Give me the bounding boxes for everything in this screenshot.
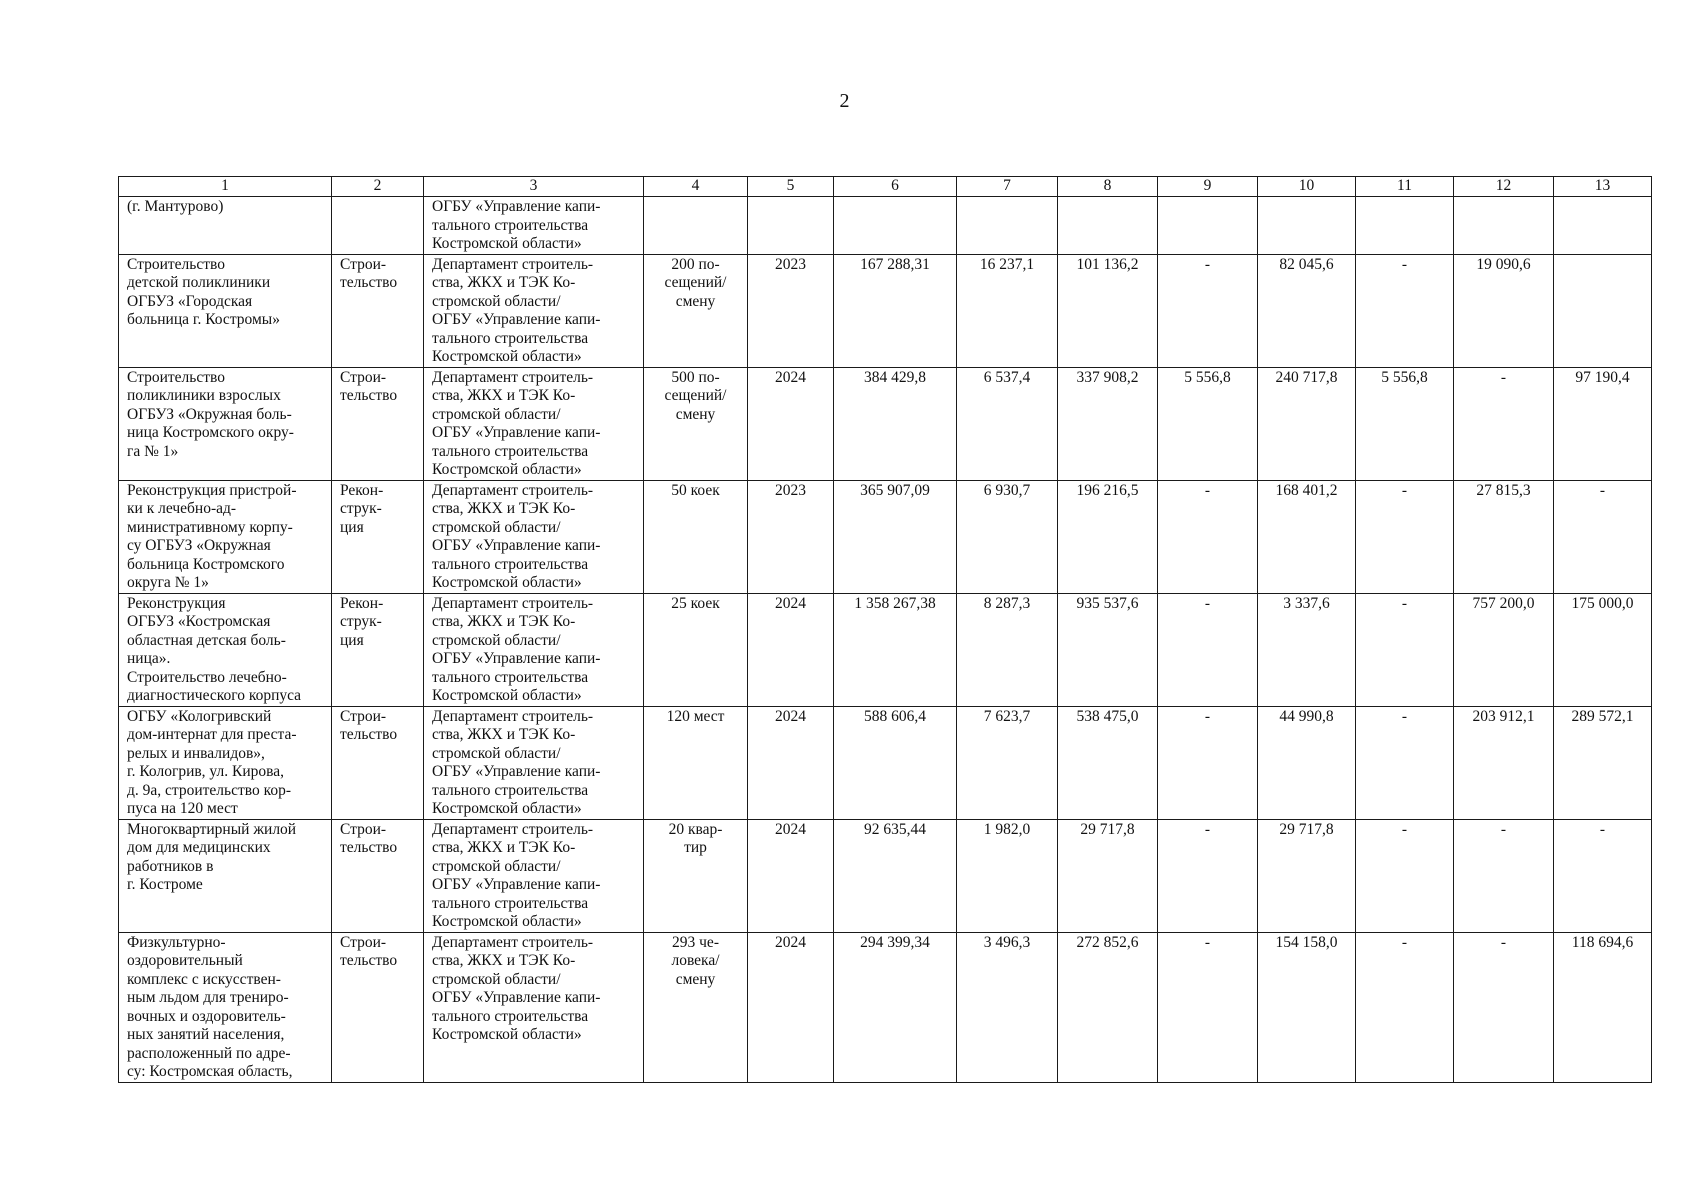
table-row (119, 480, 1652, 593)
table-row (119, 197, 1652, 255)
object-name-cell (119, 819, 332, 932)
cell-line: 50 коек (671, 481, 720, 499)
value-cell-8: 935 537,6 (1058, 593, 1158, 706)
value-cell-13: - (1554, 480, 1652, 593)
cell-line: Костромской области» (432, 461, 582, 478)
year-cell: 2023 (748, 254, 834, 367)
cell-line: Департамент строитель- (432, 933, 594, 951)
value-cell-9: - (1158, 480, 1258, 593)
value-cell-10 (1258, 197, 1356, 255)
object-name-cell (119, 197, 332, 255)
value-cell-13: 175 000,0 (1554, 593, 1652, 706)
cell-line: ным льдом для трениро- (127, 989, 289, 1006)
cell-line: Костромской области» (432, 235, 582, 252)
cell-line: смену (675, 970, 716, 988)
cell-line: Костромской области» (432, 348, 582, 365)
page-number: 2 (839, 90, 850, 112)
cell-line: (г. Мантурово) (127, 198, 224, 215)
cell-line: Департамент строитель- (432, 255, 594, 273)
table-row (119, 254, 1652, 367)
value-cell-7: 16 237,1 (957, 254, 1058, 367)
value-cell-12: 19 090,6 (1454, 254, 1554, 367)
cell-line: струк- (340, 613, 382, 630)
value-cell-11: - (1356, 593, 1454, 706)
customer-cell (424, 254, 644, 367)
cell-line: ки к лечебно-ад- (127, 500, 237, 517)
value-cell-13: 289 572,1 (1554, 706, 1652, 819)
column-header: 2 (332, 177, 424, 197)
cell-line: 293 че- (672, 933, 719, 951)
cell-line: сещений/ (664, 274, 727, 291)
work-type-cell (332, 932, 424, 1082)
cell-line: Многоквартирный жилой (127, 820, 297, 838)
object-name-cell (119, 254, 332, 367)
cost-cell: 588 606,4 (834, 706, 957, 819)
cost-cell (834, 197, 957, 255)
cell-line: работников в (127, 857, 214, 875)
cell-line: 500 по- (671, 368, 720, 386)
cell-line: Строи- (340, 707, 387, 725)
cell-line: дом-интернат для преста- (127, 726, 297, 743)
cell-line: тельство (340, 839, 398, 856)
cell-line: ОГБУ «Управление капи- (432, 650, 601, 667)
value-cell-8: 101 136,2 (1058, 254, 1158, 367)
value-cell-11 (1356, 197, 1454, 255)
cell-line: стромской области/ (432, 970, 561, 988)
cell-line: Департамент строитель- (432, 368, 594, 386)
year-cell: 2024 (748, 367, 834, 480)
object-name-cell (119, 932, 332, 1082)
cell-line: тельство (340, 274, 398, 291)
cell-line: тельство (340, 387, 398, 404)
year-cell: 2024 (748, 706, 834, 819)
cell-line: Строительство лечебно- (127, 668, 287, 686)
cell-line: 20 квар- (668, 820, 723, 838)
cell-line: ства, ЖКХ и ТЭК Ко- (432, 274, 576, 291)
cell-line: га № 1» (127, 442, 179, 460)
cost-cell: 167 288,31 (834, 254, 957, 367)
table-row (119, 367, 1652, 480)
cell-line: струк- (340, 500, 382, 517)
year-cell: 2024 (748, 932, 834, 1082)
cell-line: Департамент строитель- (432, 820, 594, 838)
object-name-cell (119, 593, 332, 706)
value-cell-7: 6 930,7 (957, 480, 1058, 593)
column-header: 4 (644, 177, 748, 197)
value-cell-10: 168 401,2 (1258, 480, 1356, 593)
cell-line: ОГБУ «Управление капи- (432, 198, 601, 215)
value-cell-12: 757 200,0 (1454, 593, 1554, 706)
cell-line: Строи- (340, 368, 387, 386)
object-name-cell (119, 480, 332, 593)
value-cell-9: - (1158, 593, 1258, 706)
cost-cell: 1 358 267,38 (834, 593, 957, 706)
cell-line: Рекон- (340, 594, 384, 612)
cell-line: Департамент строитель- (432, 594, 594, 612)
cell-line: тального строительства (432, 781, 589, 799)
value-cell-11: - (1356, 932, 1454, 1082)
customer-cell (424, 819, 644, 932)
cell-line: Строи- (340, 255, 387, 273)
cell-line: ОГБУЗ «Костромская (127, 613, 271, 630)
cell-line: ства, ЖКХ и ТЭК Ко- (432, 387, 576, 404)
value-cell-13: 118 694,6 (1554, 932, 1652, 1082)
cell-line: дом для медицинских (127, 839, 271, 856)
value-cell-13 (1554, 254, 1652, 367)
cell-line: оздоровительный (127, 952, 243, 969)
work-type-cell (332, 480, 424, 593)
table-body (119, 197, 1652, 1083)
value-cell-12: - (1454, 819, 1554, 932)
value-cell-8: 196 216,5 (1058, 480, 1158, 593)
cell-line: стромской области/ (432, 518, 561, 536)
cell-line: тального строительства (432, 555, 589, 573)
cost-cell: 384 429,8 (834, 367, 957, 480)
cell-line: 25 коек (671, 594, 720, 612)
cell-line: ства, ЖКХ и ТЭК Ко- (432, 839, 576, 856)
column-header: 13 (1554, 177, 1652, 197)
cell-line: Костромской области» (432, 687, 582, 704)
table-row (119, 932, 1652, 1082)
column-header: 12 (1454, 177, 1554, 197)
cell-line: министративному корпу- (127, 518, 293, 536)
cell-line: расположенный по адре- (127, 1044, 291, 1062)
customer-cell (424, 706, 644, 819)
customer-cell (424, 480, 644, 593)
cell-line: г. Кологрив, ул. Кирова, (127, 763, 284, 780)
value-cell-7: 3 496,3 (957, 932, 1058, 1082)
cell-line: Костромской области» (432, 574, 582, 591)
capacity-cell (644, 819, 748, 932)
cell-line: тального строительства (432, 668, 589, 686)
cell-line: Строи- (340, 820, 387, 838)
value-cell-13 (1554, 197, 1652, 255)
year-cell: 2023 (748, 480, 834, 593)
cell-line: Костромской области» (432, 1026, 582, 1043)
value-cell-10: 154 158,0 (1258, 932, 1356, 1082)
work-type-cell (332, 254, 424, 367)
cell-line: больница г. Костромы» (127, 311, 280, 328)
value-cell-9: - (1158, 819, 1258, 932)
cell-line: ница». (127, 650, 171, 667)
cell-line: Реконструкция пристрой- (127, 481, 297, 499)
cell-line: смену (675, 405, 716, 423)
table-row (119, 819, 1652, 932)
work-type-cell (332, 819, 424, 932)
cell-line: Костромской области» (432, 800, 582, 817)
work-type-cell (332, 197, 424, 255)
cell-line: стромской области/ (432, 405, 561, 423)
cell-line: Департамент строитель- (432, 707, 594, 725)
value-cell-12: 27 815,3 (1454, 480, 1554, 593)
capacity-cell (644, 706, 748, 819)
value-cell-10: 240 717,8 (1258, 367, 1356, 480)
cell-line: ОГБУ «Управление капи- (432, 876, 601, 893)
cell-line: округа № 1» (127, 574, 209, 591)
value-cell-10: 82 045,6 (1258, 254, 1356, 367)
value-cell-9: 5 556,8 (1158, 367, 1258, 480)
cost-cell: 294 399,34 (834, 932, 957, 1082)
table-row (119, 706, 1652, 819)
cell-line: су: Костромская область, (127, 1063, 293, 1080)
cell-line: комплекс с искусствен- (127, 970, 281, 988)
value-cell-9: - (1158, 254, 1258, 367)
cell-line: поликлиники взрослых (127, 387, 281, 404)
cell-line: детской поликлиники (127, 274, 271, 291)
value-cell-7: 1 982,0 (957, 819, 1058, 932)
cell-line: Строительство (127, 255, 225, 273)
cell-line: диагностического корпуса (127, 687, 302, 704)
cost-cell: 365 907,09 (834, 480, 957, 593)
value-cell-7 (957, 197, 1058, 255)
cell-line: Реконструкция (127, 594, 226, 612)
value-cell-10: 29 717,8 (1258, 819, 1356, 932)
column-header: 5 (748, 177, 834, 197)
cell-line: г. Костроме (127, 876, 203, 893)
value-cell-13: 97 190,4 (1554, 367, 1652, 480)
cell-line: тального строительства (432, 216, 589, 234)
cell-line: тального строительства (432, 894, 589, 912)
cell-line: ства, ЖКХ и ТЭК Ко- (432, 952, 576, 969)
cell-line: тального строительства (432, 442, 589, 460)
cost-cell: 92 635,44 (834, 819, 957, 932)
cell-line: тельство (340, 726, 398, 743)
object-name-cell (119, 367, 332, 480)
capacity-cell (644, 254, 748, 367)
column-header: 8 (1058, 177, 1158, 197)
value-cell-9: - (1158, 706, 1258, 819)
value-cell-7: 6 537,4 (957, 367, 1058, 480)
column-header: 1 (119, 177, 332, 197)
value-cell-11: 5 556,8 (1356, 367, 1454, 480)
cell-line: пуса на 120 мест (127, 800, 238, 817)
value-cell-11: - (1356, 706, 1454, 819)
cell-line: ция (340, 518, 364, 536)
value-cell-13: - (1554, 819, 1652, 932)
capacity-cell (644, 593, 748, 706)
cell-line: релых и инвалидов», (127, 744, 265, 762)
value-cell-12: - (1454, 932, 1554, 1082)
cell-line: стромской области/ (432, 857, 561, 875)
cell-line: ОГБУ «Управление капи- (432, 311, 601, 328)
cell-line: 120 мест (666, 707, 725, 725)
cell-line: 200 по- (671, 255, 720, 273)
work-type-cell (332, 367, 424, 480)
value-cell-8: 29 717,8 (1058, 819, 1158, 932)
customer-cell (424, 197, 644, 255)
year-cell: 2024 (748, 593, 834, 706)
column-header: 6 (834, 177, 957, 197)
value-cell-11: - (1356, 819, 1454, 932)
cell-line: ства, ЖКХ и ТЭК Ко- (432, 726, 576, 743)
value-cell-10: 3 337,6 (1258, 593, 1356, 706)
value-cell-7: 7 623,7 (957, 706, 1058, 819)
cell-line: ОГБУ «Управление капи- (432, 989, 601, 1006)
column-header: 3 (424, 177, 644, 197)
work-type-cell (332, 593, 424, 706)
capacity-cell (644, 480, 748, 593)
table-row (119, 593, 1652, 706)
cell-line: тельство (340, 952, 398, 969)
column-header: 11 (1356, 177, 1454, 197)
value-cell-12: 203 912,1 (1454, 706, 1554, 819)
cell-line: ных занятий населения, (127, 1026, 285, 1043)
customer-cell (424, 367, 644, 480)
value-cell-9: - (1158, 932, 1258, 1082)
object-name-cell (119, 706, 332, 819)
value-cell-7: 8 287,3 (957, 593, 1058, 706)
year-cell (748, 197, 834, 255)
cell-line: ОГБУ «Управление капи- (432, 537, 601, 554)
value-cell-8 (1058, 197, 1158, 255)
year-cell: 2024 (748, 819, 834, 932)
value-cell-8: 538 475,0 (1058, 706, 1158, 819)
value-cell-10: 44 990,8 (1258, 706, 1356, 819)
cell-line: стромской области/ (432, 744, 561, 762)
cell-line: Строи- (340, 933, 387, 951)
column-header: 7 (957, 177, 1058, 197)
cell-line: ОГБУ «Кологривский (127, 707, 272, 725)
value-cell-11: - (1356, 480, 1454, 593)
cell-line: ства, ЖКХ и ТЭК Ко- (432, 500, 576, 517)
cell-line: Физкультурно- (127, 933, 226, 951)
cell-line: ОГБУЗ «Окружная боль- (127, 405, 292, 423)
cell-line: ОГБУЗ «Городская (127, 292, 253, 310)
cell-line: стромской области/ (432, 292, 561, 310)
cell-line: ловека/ (671, 952, 720, 969)
value-cell-8: 272 852,6 (1058, 932, 1158, 1082)
cell-line: тального строительства (432, 1007, 589, 1025)
customer-cell (424, 593, 644, 706)
column-header: 10 (1258, 177, 1356, 197)
cell-line: ция (340, 631, 364, 649)
cell-line: су ОГБУЗ «Окружная (127, 537, 271, 554)
cell-line: больница Костромского (127, 555, 285, 573)
value-cell-12 (1454, 197, 1554, 255)
document-table (118, 176, 1652, 1083)
cell-line: ОГБУ «Управление капи- (432, 763, 601, 780)
cell-line: д. 9а, строительство кор- (127, 781, 292, 799)
capacity-cell (644, 367, 748, 480)
cell-line: Костромской области» (432, 913, 582, 930)
cell-line: Рекон- (340, 481, 384, 499)
cell-line: областная детская боль- (127, 631, 286, 649)
cell-line: стромской области/ (432, 631, 561, 649)
cell-line: ства, ЖКХ и ТЭК Ко- (432, 613, 576, 630)
header-row (119, 177, 1652, 197)
capacity-cell (644, 197, 748, 255)
cell-line: тального строительства (432, 329, 589, 347)
work-type-cell (332, 706, 424, 819)
column-header: 9 (1158, 177, 1258, 197)
value-cell-8: 337 908,2 (1058, 367, 1158, 480)
cell-line: Департамент строитель- (432, 481, 594, 499)
cell-line: Строительство (127, 368, 225, 386)
cell-line: сещений/ (664, 387, 727, 404)
cell-line: ОГБУ «Управление капи- (432, 424, 601, 441)
capacity-cell (644, 932, 748, 1082)
cell-line: вочных и оздоровитель- (127, 1007, 286, 1025)
cell-line: ница Костромского окру- (127, 424, 294, 441)
cell-line: тир (684, 839, 707, 856)
cell-line: смену (675, 292, 716, 310)
value-cell-12: - (1454, 367, 1554, 480)
customer-cell (424, 932, 644, 1082)
value-cell-11: - (1356, 254, 1454, 367)
value-cell-9 (1158, 197, 1258, 255)
